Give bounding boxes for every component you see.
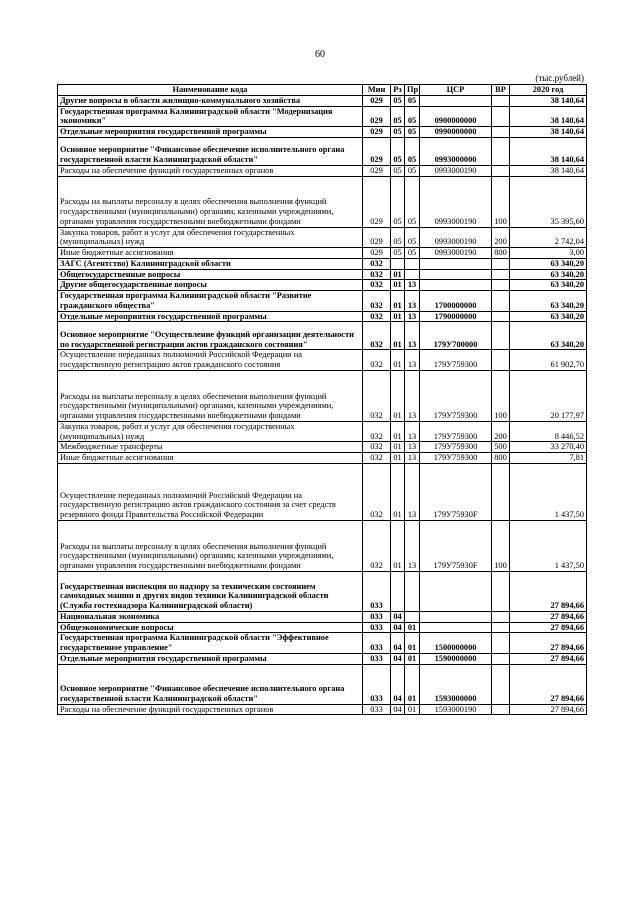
cell-vr xyxy=(492,269,510,280)
cell-vr xyxy=(492,95,510,106)
table-row xyxy=(58,571,587,611)
cell-vr xyxy=(492,622,510,633)
table-row xyxy=(58,280,587,291)
cell-pr xyxy=(405,611,420,622)
cell-rz: 04 xyxy=(391,653,405,664)
table-row xyxy=(58,611,587,622)
cell-rz: 04 xyxy=(391,633,405,654)
cell-name: Другие общегосударственные вопросы xyxy=(58,280,363,291)
header-pr: Пр xyxy=(405,85,420,96)
cell-csr: 0993000190 xyxy=(420,165,492,176)
cell-min: 029 xyxy=(363,176,391,227)
table-row xyxy=(58,704,587,715)
cell-vr xyxy=(492,664,510,704)
cell-rz xyxy=(391,571,405,611)
cell-amount: 3,00 xyxy=(510,248,587,259)
cell-min: 032 xyxy=(363,322,391,350)
cell-min: 032 xyxy=(363,280,391,291)
cell-min: 033 xyxy=(363,664,391,704)
cell-amount: 1 437,50 xyxy=(510,520,587,571)
header-name: Наименование кода xyxy=(58,85,363,96)
cell-amount: 27 894,66 xyxy=(510,704,587,715)
cell-csr xyxy=(420,258,492,269)
cell-name: Общеэкономические вопросы xyxy=(58,622,363,633)
cell-csr: 1593000000 xyxy=(420,664,492,704)
cell-amount: 27 894,66 xyxy=(510,653,587,664)
cell-vr xyxy=(492,322,510,350)
cell-amount: 27 894,66 xyxy=(510,664,587,704)
table-row xyxy=(58,520,587,571)
cell-name: Государственная программа Калининградской области "Развитие гражданского общества" xyxy=(58,291,363,312)
cell-csr: 1790000000 xyxy=(420,311,492,322)
cell-amount: 63 340,20 xyxy=(510,258,587,269)
cell-vr xyxy=(492,571,510,611)
cell-rz: 01 xyxy=(391,370,405,421)
cell-name: Иные бюджетные ассигнования xyxy=(58,248,363,259)
header-min: Мин xyxy=(363,85,391,96)
cell-rz: 01 xyxy=(391,322,405,350)
cell-name: Расходы на выплаты персоналу в целях обеспечения выполнения функций государственными (муниципальными) органами, казенными учреждениями, органами управления государственными внебюджетными фондами xyxy=(58,520,363,571)
cell-pr: 05 xyxy=(405,106,420,127)
cell-vr xyxy=(492,350,510,371)
cell-amount: 7,81 xyxy=(510,453,587,464)
cell-name: Отдельные мероприятия государственной программы xyxy=(58,311,363,322)
unit-label: (тыс.рублей) xyxy=(535,73,584,83)
table-row xyxy=(58,95,587,106)
table-row xyxy=(58,311,587,322)
cell-rz: 01 xyxy=(391,421,405,442)
cell-csr: 1500000000 xyxy=(420,633,492,654)
cell-name: Государственная программа Калининградской области "Эффективное государственное управление" xyxy=(58,633,363,654)
cell-vr: 500 xyxy=(492,442,510,453)
cell-pr: 05 xyxy=(405,137,420,165)
table-row xyxy=(58,227,587,248)
cell-csr xyxy=(420,269,492,280)
cell-name: Общегосударственные вопросы xyxy=(58,269,363,280)
cell-rz: 04 xyxy=(391,704,405,715)
cell-csr: 1590000000 xyxy=(420,653,492,664)
cell-rz: 01 xyxy=(391,463,405,520)
cell-amount: 63 340,20 xyxy=(510,291,587,312)
cell-csr xyxy=(420,280,492,291)
cell-rz: 05 xyxy=(391,176,405,227)
cell-vr: 800 xyxy=(492,248,510,259)
cell-pr: 01 xyxy=(405,653,420,664)
cell-csr: 0990000000 xyxy=(420,127,492,138)
header-vr: ВР xyxy=(492,85,510,96)
cell-csr: 0993000190 xyxy=(420,227,492,248)
table-row xyxy=(58,291,587,312)
page-number: 60 xyxy=(315,49,325,60)
header-csr: ЦСР xyxy=(420,85,492,96)
cell-vr xyxy=(492,704,510,715)
cell-min: 033 xyxy=(363,633,391,654)
cell-min: 032 xyxy=(363,421,391,442)
cell-name: Закупка товаров, работ и услуг для обеспечения государственных (муниципальных) нужд xyxy=(58,421,363,442)
cell-amount: 27 894,66 xyxy=(510,611,587,622)
cell-vr xyxy=(492,137,510,165)
table-row xyxy=(58,106,587,127)
cell-min: 033 xyxy=(363,571,391,611)
cell-name: Отдельные мероприятия государственной программы xyxy=(58,127,363,138)
cell-pr: 13 xyxy=(405,463,420,520)
table-row xyxy=(58,165,587,176)
cell-amount: 27 894,66 xyxy=(510,622,587,633)
cell-min: 033 xyxy=(363,611,391,622)
cell-pr: 05 xyxy=(405,227,420,248)
cell-vr xyxy=(492,280,510,291)
cell-rz: 05 xyxy=(391,106,405,127)
cell-min: 032 xyxy=(363,291,391,312)
cell-pr: 05 xyxy=(405,127,420,138)
cell-amount: 63 340,20 xyxy=(510,311,587,322)
cell-csr xyxy=(420,571,492,611)
cell-csr xyxy=(420,622,492,633)
cell-name: Иные бюджетные ассигнования xyxy=(58,453,363,464)
cell-vr xyxy=(492,611,510,622)
cell-amount: 63 340,20 xyxy=(510,269,587,280)
cell-min: 032 xyxy=(363,442,391,453)
table-row xyxy=(58,269,587,280)
cell-min: 029 xyxy=(363,106,391,127)
cell-pr: 13 xyxy=(405,322,420,350)
cell-min: 033 xyxy=(363,704,391,715)
cell-pr: 05 xyxy=(405,176,420,227)
cell-amount: 38 140,64 xyxy=(510,95,587,106)
cell-csr: 0900000000 xyxy=(420,106,492,127)
table-row xyxy=(58,421,587,442)
cell-name: Расходы на выплаты персоналу в целях обеспечения выполнения функций государственными (муниципальными) органами, казенными учреждениями, органами управления государственными внебюджетными фондами xyxy=(58,370,363,421)
cell-min: 029 xyxy=(363,127,391,138)
cell-pr: 05 xyxy=(405,165,420,176)
table-row xyxy=(58,322,587,350)
cell-min: 032 xyxy=(363,258,391,269)
cell-amount: 27 894,66 xyxy=(510,633,587,654)
table-row xyxy=(58,127,587,138)
table-row xyxy=(58,350,587,371)
cell-csr xyxy=(420,611,492,622)
cell-rz: 01 xyxy=(391,442,405,453)
cell-amount: 63 340,20 xyxy=(510,280,587,291)
cell-pr: 05 xyxy=(405,95,420,106)
cell-rz: 01 xyxy=(391,453,405,464)
cell-csr: 179У759300 xyxy=(420,421,492,442)
cell-vr: 800 xyxy=(492,453,510,464)
cell-min: 032 xyxy=(363,370,391,421)
cell-vr: 100 xyxy=(492,370,510,421)
cell-name: Расходы на обеспечение функций государственных органов xyxy=(58,704,363,715)
cell-name: Основное мероприятие "Осуществление функций организации деятельности по государственной регистрации актов гражданского состояния" xyxy=(58,322,363,350)
cell-amount: 20 177,97 xyxy=(510,370,587,421)
cell-vr xyxy=(492,311,510,322)
cell-pr: 13 xyxy=(405,291,420,312)
cell-vr xyxy=(492,106,510,127)
cell-amount: 33 270,40 xyxy=(510,442,587,453)
table-row xyxy=(58,633,587,654)
budget-table xyxy=(57,84,587,715)
cell-pr: 13 xyxy=(405,442,420,453)
cell-pr: 05 xyxy=(405,248,420,259)
cell-pr: 13 xyxy=(405,280,420,291)
cell-name: Осуществление переданных полномочий Российской Федерации на государственную регистрацию актов гражданского состояния xyxy=(58,350,363,371)
cell-amount: 35 395,60 xyxy=(510,176,587,227)
cell-csr: 1593000190 xyxy=(420,704,492,715)
cell-pr: 13 xyxy=(405,520,420,571)
cell-vr: 200 xyxy=(492,227,510,248)
cell-pr: 01 xyxy=(405,704,420,715)
cell-min: 032 xyxy=(363,520,391,571)
cell-pr: 13 xyxy=(405,311,420,322)
cell-rz: 05 xyxy=(391,165,405,176)
cell-amount: 8 446,52 xyxy=(510,421,587,442)
cell-vr xyxy=(492,633,510,654)
cell-min: 029 xyxy=(363,95,391,106)
cell-amount: 38 140,64 xyxy=(510,137,587,165)
table-row xyxy=(58,442,587,453)
table-row xyxy=(58,176,587,227)
cell-amount: 38 140,64 xyxy=(510,106,587,127)
cell-pr xyxy=(405,571,420,611)
cell-pr: 13 xyxy=(405,421,420,442)
cell-rz: 04 xyxy=(391,611,405,622)
cell-pr: 13 xyxy=(405,350,420,371)
cell-rz xyxy=(391,258,405,269)
cell-rz: 01 xyxy=(391,311,405,322)
cell-name: Основное мероприятие "Финансовое обеспечение исполнительного органа государственной власти Калининградской области" xyxy=(58,664,363,704)
cell-csr: 0993000000 xyxy=(420,137,492,165)
cell-vr xyxy=(492,291,510,312)
cell-min: 033 xyxy=(363,622,391,633)
table-row xyxy=(58,653,587,664)
cell-amount: 2 742,04 xyxy=(510,227,587,248)
table-row xyxy=(58,248,587,259)
cell-name: Государственная инспекция по надзору за техническим состоянием самоходных машин и других видов техники Калининградской области (Служба гостехнадзора Калининградской области) xyxy=(58,571,363,611)
cell-name: ЗАГС (Агентство) Калининградской области xyxy=(58,258,363,269)
cell-vr: 100 xyxy=(492,176,510,227)
cell-csr xyxy=(420,95,492,106)
cell-amount: 63 340,20 xyxy=(510,322,587,350)
cell-pr: 13 xyxy=(405,453,420,464)
cell-vr: 100 xyxy=(492,520,510,571)
cell-amount: 38 140,64 xyxy=(510,127,587,138)
cell-rz: 04 xyxy=(391,664,405,704)
cell-vr: 200 xyxy=(492,421,510,442)
cell-csr: 179У759300 xyxy=(420,453,492,464)
cell-name: Основное мероприятие "Финансовое обеспечение исполнительного органа государственной власти Калининградской области" xyxy=(58,137,363,165)
cell-min: 032 xyxy=(363,350,391,371)
cell-csr: 179У759300 xyxy=(420,350,492,371)
table-row xyxy=(58,664,587,704)
cell-rz: 01 xyxy=(391,269,405,280)
cell-csr: 179У700000 xyxy=(420,322,492,350)
cell-amount: 38 140,64 xyxy=(510,165,587,176)
cell-rz: 01 xyxy=(391,280,405,291)
table-row xyxy=(58,137,587,165)
cell-pr xyxy=(405,269,420,280)
cell-name: Расходы на выплаты персоналу в целях обеспечения выполнения функций государственными (муниципальными) органами, казенными учреждениями, органами управления государственными внебюджетными фондами xyxy=(58,176,363,227)
cell-pr: 01 xyxy=(405,622,420,633)
cell-amount: 61 902,70 xyxy=(510,350,587,371)
cell-amount: 1 437,50 xyxy=(510,463,587,520)
cell-min: 032 xyxy=(363,311,391,322)
cell-vr xyxy=(492,258,510,269)
header-amount: 2020 год xyxy=(510,85,587,96)
cell-vr xyxy=(492,653,510,664)
table-row xyxy=(58,453,587,464)
cell-pr: 01 xyxy=(405,664,420,704)
cell-pr: 01 xyxy=(405,633,420,654)
cell-csr: 1700000000 xyxy=(420,291,492,312)
cell-rz: 01 xyxy=(391,291,405,312)
cell-rz: 05 xyxy=(391,95,405,106)
cell-min: 029 xyxy=(363,165,391,176)
cell-rz: 04 xyxy=(391,622,405,633)
cell-min: 029 xyxy=(363,227,391,248)
cell-csr: 0993000190 xyxy=(420,248,492,259)
cell-csr: 179У75930F xyxy=(420,463,492,520)
cell-csr: 179У759300 xyxy=(420,370,492,421)
cell-name: Закупка товаров, работ и услуг для обеспечения государственных (муниципальных) нужд xyxy=(58,227,363,248)
cell-rz: 01 xyxy=(391,520,405,571)
cell-name: Межбюджетные трансферты xyxy=(58,442,363,453)
cell-name: Отдельные мероприятия государственной программы xyxy=(58,653,363,664)
cell-rz: 05 xyxy=(391,127,405,138)
cell-rz: 05 xyxy=(391,227,405,248)
cell-pr xyxy=(405,258,420,269)
cell-name: Осуществление переданных полномочий Российской Федерации на государственную регистрацию актов гражданского состояния за счет средств резервного фонда Правительства Российской Федерации xyxy=(58,463,363,520)
header-rz: Рз xyxy=(391,85,405,96)
cell-csr: 0993000190 xyxy=(420,176,492,227)
table-header-row xyxy=(58,85,587,96)
table-row xyxy=(58,370,587,421)
cell-rz: 05 xyxy=(391,248,405,259)
cell-csr: 179У759300 xyxy=(420,442,492,453)
cell-name: Национальная экономика xyxy=(58,611,363,622)
cell-min: 032 xyxy=(363,463,391,520)
cell-min: 032 xyxy=(363,269,391,280)
cell-min: 033 xyxy=(363,653,391,664)
cell-min: 032 xyxy=(363,453,391,464)
cell-min: 029 xyxy=(363,137,391,165)
table-row xyxy=(58,622,587,633)
cell-vr xyxy=(492,127,510,138)
cell-name: Расходы на обеспечение функций государственных органов xyxy=(58,165,363,176)
cell-min: 029 xyxy=(363,248,391,259)
cell-rz: 01 xyxy=(391,350,405,371)
cell-csr: 179У75930F xyxy=(420,520,492,571)
cell-pr: 13 xyxy=(405,370,420,421)
cell-name: Другие вопросы в области жилищно-коммунального хозяйства xyxy=(58,95,363,106)
cell-rz: 05 xyxy=(391,137,405,165)
table-row xyxy=(58,258,587,269)
table-row xyxy=(58,463,587,520)
cell-vr xyxy=(492,463,510,520)
cell-vr xyxy=(492,165,510,176)
cell-name: Государственная программа Калининградской области "Модернизация экономики" xyxy=(58,106,363,127)
cell-amount: 27 894,66 xyxy=(510,571,587,611)
